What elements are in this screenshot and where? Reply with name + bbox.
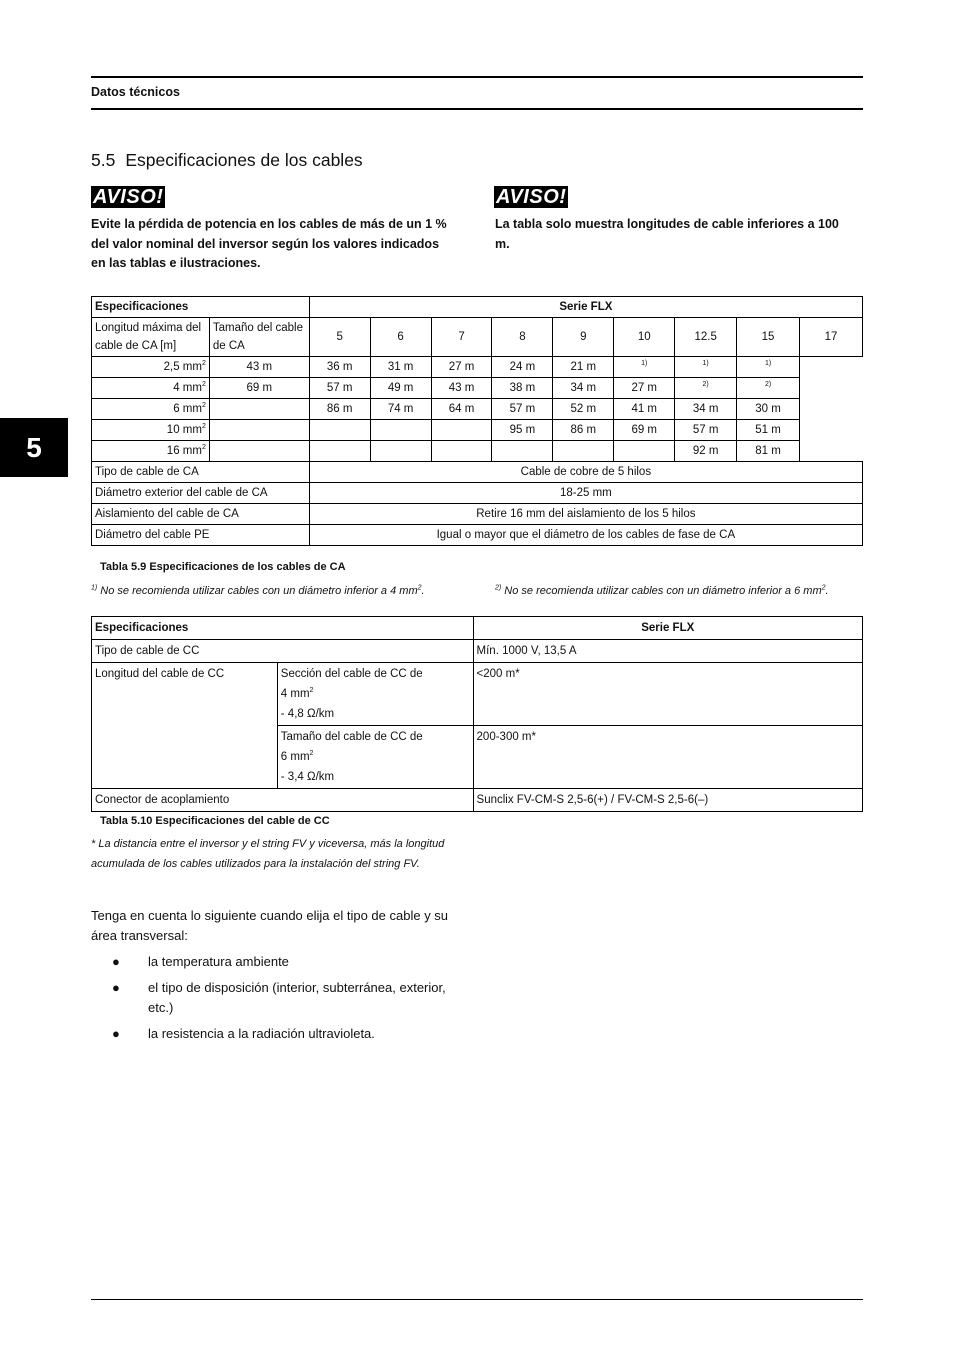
ac-length-cell: 41 m (614, 399, 675, 420)
ac-size-sup: 2 (201, 402, 206, 410)
footnote-2-mark: 2) (495, 584, 502, 592)
ac-table-caption: Tabla 5.9 Especificaciones de los cables de CA (100, 561, 346, 573)
ac-size-sup: 2 (201, 423, 206, 431)
dc-sub2-label (277, 726, 473, 789)
ac-length-cell: 69 m (209, 378, 309, 399)
footnote-1-end: . (421, 585, 425, 597)
ac-length-cell: 51 m (737, 420, 800, 441)
dc-head-series: Serie FLX (473, 617, 862, 640)
section-number: 5.5 (91, 150, 116, 170)
dc-sub2-line-a: Tamaño del cable de CC de (280, 731, 423, 743)
dc-sub2-line-b (281, 747, 470, 767)
ac-length-cell (675, 378, 737, 399)
ac-size-cell (92, 357, 210, 378)
footnote-2-end: . (825, 585, 829, 597)
footnote-1 (91, 582, 425, 602)
model-cell: 9 (553, 318, 614, 357)
model-cell: 6 (370, 318, 431, 357)
ac-length-cell: 49 m (370, 378, 431, 399)
ac-length-cell: 27 m (614, 378, 675, 399)
model-cell: 8 (492, 318, 553, 357)
ac-size-cell (92, 441, 210, 462)
ac-size-row (92, 357, 863, 378)
model-cell: 12.5 (675, 318, 737, 357)
list-item (110, 952, 470, 972)
ac-type-value: Cable de cobre de 5 hilos (309, 462, 862, 483)
ac-head-spec: Especificaciones (92, 297, 310, 318)
ac-length-cell: 69 m (614, 420, 675, 441)
ac-footnote-ref: 1) (764, 360, 772, 368)
ac-length-label: Longitud máxima del cable de CA [m] (92, 318, 210, 357)
ac-length-cell: 86 m (309, 399, 370, 420)
notice-text-1: Evite la pérdida de potencia en los cables de más de un 1 % del valor nominal del inversor según los valores indicados en las tablas e ilustraciones. (91, 217, 447, 270)
dc-sub2-line-c: - 3,4 Ω/km (280, 771, 335, 783)
model-cell: 7 (431, 318, 492, 357)
ac-insul-value: Retire 16 mm del aislamiento de los 5 hilos (309, 504, 862, 525)
dc-sub1-line-c: - 4,8 Ω/km (280, 708, 335, 720)
dc-sub1-line-b (281, 684, 470, 704)
ac-size-text: 4 mm (173, 382, 202, 394)
section-heading (91, 150, 373, 171)
ac-size-text: 10 mm (166, 424, 202, 436)
dc-note: * La distancia entre el inversor y el string FV y viceversa, más la longitud acumulada de los cables utilizados para la instalación del string FV. (91, 838, 445, 870)
chapter-tab: 5 (0, 418, 68, 477)
footnote-1-mark: 1) (91, 584, 98, 592)
ac-size-cell (92, 420, 210, 441)
ac-length-cell (370, 441, 431, 462)
intro-paragraph: Tenga en cuenta lo siguiente cuando elija el tipo de cable y su área transversal: (91, 908, 449, 943)
ac-length-cell: 43 m (431, 378, 492, 399)
ac-length-cell (492, 441, 553, 462)
ac-length-cell (553, 441, 614, 462)
dc-sub2-sup: 2 (309, 750, 314, 758)
ac-size-text: 6 mm (173, 403, 202, 415)
ac-length-cell (209, 441, 309, 462)
ac-length-cell (209, 399, 309, 420)
ac-pe-label: Diámetro del cable PE (92, 525, 310, 546)
ac-type-label: Tipo de cable de CA (92, 462, 310, 483)
ac-length-cell: 92 m (675, 441, 737, 462)
notice-text-2: La tabla solo muestra longitudes de cable inferiores a 100 m. (495, 217, 839, 251)
dc-sub2-value: 200-300 m* (473, 726, 862, 789)
ac-length-cell: 30 m (737, 399, 800, 420)
ac-size-cell (92, 399, 210, 420)
ac-length-cell: 38 m (492, 378, 553, 399)
ac-length-cell: 24 m (492, 357, 553, 378)
section-title: Especificaciones de los cables (125, 150, 363, 170)
ac-length-cell (309, 420, 370, 441)
ac-diam-value: 18-25 mm (309, 483, 862, 504)
notice-label-1: AVISO! (93, 186, 164, 208)
footnote-1-text: No se recomienda utilizar cables con un diámetro inferior a 4 mm (100, 585, 418, 597)
model-cell: 15 (737, 318, 800, 357)
ac-footnote-ref: 2) (702, 381, 709, 389)
ac-size-row (92, 378, 863, 399)
header-top-rule (91, 76, 863, 78)
dc-sub1-line-a: Sección del cable de CC de (280, 668, 423, 680)
ac-size-row (92, 441, 863, 462)
consideration-list (110, 952, 470, 1050)
dc-table-caption: Tabla 5.10 Especificaciones del cable de CC (100, 815, 330, 827)
ac-length-cell: 95 m (492, 420, 553, 441)
dc-conn-value: Sunclix FV-CM-S 2,5-6(+) / FV-CM-S 2,5-6(–) (473, 789, 862, 812)
ac-size-text: 16 mm (166, 445, 202, 457)
list-item (110, 1024, 470, 1044)
ac-size-label: Tamaño del cable de CA (209, 318, 309, 357)
ac-length-cell: 43 m (209, 357, 309, 378)
footer-rule (91, 1299, 863, 1300)
ac-length-cell (209, 420, 309, 441)
dc-conn-label: Conector de acoplamiento (92, 789, 474, 812)
ac-head-series: Serie FLX (309, 297, 862, 318)
ac-footnote-ref: 2) (764, 381, 772, 389)
dc-length-label: Longitud del cable de CC (92, 663, 278, 789)
ac-size-cell (92, 378, 210, 399)
bullet-icon: ● (112, 954, 120, 969)
ac-length-cell (370, 420, 431, 441)
bullet-icon: ● (112, 980, 120, 995)
ac-length-cell (431, 420, 492, 441)
notice-label-2: AVISO! (496, 186, 567, 208)
list-item-text: la resistencia a la radiación ultravioleta. (148, 1026, 375, 1041)
ac-length-cell: 81 m (737, 441, 800, 462)
ac-length-cell: 52 m (553, 399, 614, 420)
ac-length-cell: 36 m (309, 357, 370, 378)
ac-length-cell: 34 m (675, 399, 737, 420)
ac-length-cell (309, 441, 370, 462)
dc-sub1-label (277, 663, 473, 726)
ac-footnote-ref: 1) (641, 360, 648, 368)
ac-length-cell: 31 m (370, 357, 431, 378)
ac-footnote-ref: 1) (702, 360, 709, 368)
ac-length-cell: 57 m (309, 378, 370, 399)
footnote-1-sup: 2 (417, 584, 422, 592)
dc-type-value: Mín. 1000 V, 13,5 A (473, 640, 862, 663)
model-cell: 5 (309, 318, 370, 357)
ac-insul-label: Aislamiento del cable de CA (92, 504, 310, 525)
ac-cable-table (91, 296, 863, 546)
ac-length-cell (737, 378, 800, 399)
ac-length-cell (675, 357, 737, 378)
ac-size-text: 2,5 mm (163, 361, 202, 373)
header-title: Datos técnicos (91, 85, 180, 99)
dc-head-spec: Especificaciones (92, 617, 474, 640)
footnote-2-text: No se recomienda utilizar cables con un diámetro inferior a 6 mm (504, 585, 822, 597)
ac-length-cell (737, 357, 800, 378)
ac-length-cell: 86 m (553, 420, 614, 441)
ac-length-cell (431, 441, 492, 462)
dc-sub1-value: <200 m* (473, 663, 862, 726)
dc-cable-table (91, 616, 863, 812)
ac-diam-label: Diámetro exterior del cable de CA (92, 483, 310, 504)
ac-size-sup: 2 (201, 360, 206, 368)
ac-length-cell: 74 m (370, 399, 431, 420)
ac-size-sup: 2 (201, 381, 206, 389)
header-bottom-rule (91, 108, 863, 110)
ac-length-cell: 27 m (431, 357, 492, 378)
ac-length-cell: 21 m (553, 357, 614, 378)
ac-length-cell: 64 m (431, 399, 492, 420)
ac-length-cell: 57 m (492, 399, 553, 420)
ac-size-rows (92, 357, 863, 462)
bullet-icon: ● (112, 1026, 120, 1041)
list-item-text: el tipo de disposición (interior, subterránea, exterior, etc.) (148, 980, 446, 1015)
model-cell: 10 (614, 318, 675, 357)
dc-sub1-sup: 2 (309, 687, 314, 695)
ac-length-cell: 34 m (553, 378, 614, 399)
ac-size-row (92, 420, 863, 441)
dc-sub1-size: 4 mm (280, 688, 310, 700)
ac-length-cell (614, 441, 675, 462)
ac-length-cell: 57 m (675, 420, 737, 441)
model-cell: 17 (800, 318, 863, 357)
list-item (110, 978, 470, 1018)
ac-length-cell (614, 357, 675, 378)
footnote-2-sup: 2 (821, 584, 826, 592)
ac-pe-value: Igual o mayor que el diámetro de los cables de fase de CA (309, 525, 862, 546)
dc-sub2-size: 6 mm (280, 751, 310, 763)
footnote-2 (495, 582, 829, 602)
ac-size-sup: 2 (201, 444, 206, 452)
list-item-text: la temperatura ambiente (148, 954, 289, 969)
dc-type-label: Tipo de cable de CC (92, 640, 474, 663)
ac-size-row (92, 399, 863, 420)
